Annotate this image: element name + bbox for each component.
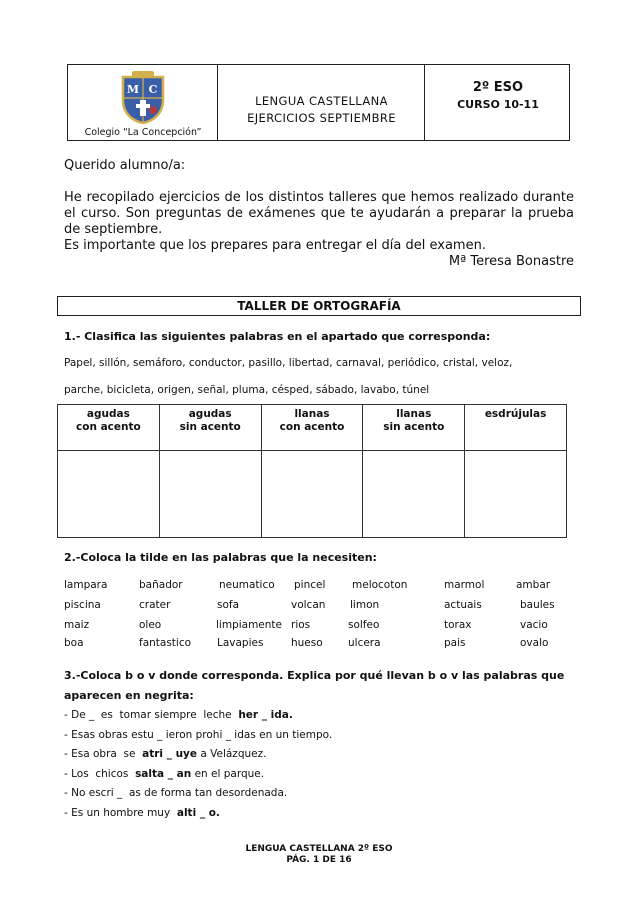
- column-header: [58, 405, 160, 451]
- answer-cell[interactable]: [159, 451, 261, 538]
- intro-line-1: He recopilado ejercicios de los distintos talleres que hemos realizado durante: [64, 190, 574, 205]
- intro-line-2: el curso. Son preguntas de exámenes que te ayudarán a preparar la prueba: [64, 206, 574, 221]
- word-item: marmol: [444, 579, 485, 591]
- word-item: bañador: [139, 579, 183, 591]
- exercise-3-line: [64, 709, 293, 721]
- course-label: CURSO 10-11: [457, 98, 539, 111]
- word-item: sofa: [217, 599, 240, 611]
- column-header-line-1: agudas: [86, 408, 130, 420]
- word-item: ovalo: [520, 637, 549, 649]
- word-item: piscina: [64, 599, 101, 611]
- line-bold-word: her _ ida.: [238, 709, 293, 721]
- classification-table: [57, 404, 567, 538]
- column-header-line-1: llanas: [294, 408, 330, 420]
- word-item: limpiamente: [216, 619, 282, 631]
- column-header-line-2: con acento: [76, 421, 141, 433]
- word-item: melocoton: [352, 579, 408, 591]
- line-text: - Esa obra se: [64, 748, 143, 760]
- word-item: maiz: [64, 619, 90, 631]
- column-header-line-1: esdrújulas: [484, 408, 547, 420]
- header-subject-cell: [218, 65, 425, 140]
- exercise-3-title-line-1: 3.-Coloca b o v donde corresponda. Explica por qué llevan b o v las palabras que: [64, 669, 565, 682]
- column-header: [261, 405, 363, 451]
- line-text: - Esas obras estu _ ieron prohi _ idas en un tiempo.: [64, 729, 333, 741]
- word-item: Lavapies: [217, 637, 264, 649]
- column-header-line-1: llanas: [396, 408, 432, 420]
- exercise-1-words-line-1: Papel, sillón, semáforo, conductor, pasillo, libertad, carnaval, periódico, cristal, veloz,: [64, 357, 513, 369]
- school-crest-icon: [120, 70, 166, 124]
- footer-page-number: PÁG. 1 DE 16: [286, 855, 352, 865]
- word-item: neumatico: [219, 579, 275, 591]
- word-item: limon: [350, 599, 380, 611]
- intro-line-4: Es importante que los prepares para entregar el día del examen.: [64, 238, 486, 253]
- subject-subtitle: EJERCICIOS SEPTIEMBRE: [247, 111, 396, 125]
- greeting: Querido alumno/a:: [64, 158, 186, 173]
- word-item: pincel: [294, 579, 326, 591]
- line-text-after: en el parque.: [191, 768, 265, 780]
- word-item: volcan: [291, 599, 326, 611]
- crest-letter-right: C: [148, 83, 158, 96]
- line-bold-word: atri _ uye: [142, 748, 198, 760]
- exercise-3-line: [64, 748, 266, 760]
- word-item: hueso: [291, 637, 323, 649]
- word-item: torax: [444, 619, 472, 631]
- line-bold-word: salta _ an: [135, 768, 192, 780]
- word-item: actuais: [444, 599, 482, 611]
- word-item: solfeo: [348, 619, 380, 631]
- word-item: lampara: [64, 579, 108, 591]
- column-header-line-1: agudas: [188, 408, 232, 420]
- word-item: fantastico: [139, 637, 192, 649]
- intro-line-3: de septiembre.: [64, 222, 163, 237]
- answer-cell[interactable]: [363, 451, 465, 538]
- line-text: - De _ es tomar siempre leche: [64, 709, 239, 721]
- exercise-3-line: [64, 807, 220, 819]
- line-text: - Es un hombre muy: [64, 807, 177, 819]
- exercise-3-line: [64, 768, 264, 780]
- exercise-3-line: [64, 787, 287, 799]
- answer-cell[interactable]: [465, 451, 567, 538]
- footer-subject: LENGUA CASTELLANA 2º ESO: [245, 844, 393, 854]
- word-item: crater: [139, 599, 171, 611]
- column-header: [465, 405, 567, 451]
- word-item: boa: [64, 637, 84, 649]
- exercise-1-title: 1.- Clasifica las siguientes palabras en el apartado que corresponda:: [64, 330, 491, 343]
- word-item: ulcera: [348, 637, 381, 649]
- exercise-3-line: [64, 729, 332, 741]
- column-header-line-2: sin acento: [179, 421, 241, 433]
- line-text-after: a Velázquez.: [197, 748, 267, 760]
- column-header-line-2: sin acento: [383, 421, 445, 433]
- school-name: Colegio “La Concepción”: [84, 127, 202, 138]
- crest-letter-left: M: [126, 83, 140, 96]
- header-level-cell: [425, 65, 571, 140]
- word-item: baules: [520, 599, 555, 611]
- word-item: vacio: [520, 619, 548, 631]
- subject-title: LENGUA CASTELLANA: [255, 94, 388, 108]
- section-title: TALLER DE ORTOGRAFÍA: [57, 296, 581, 316]
- word-item: rios: [291, 619, 311, 631]
- answer-cell[interactable]: [58, 451, 160, 538]
- line-bold-word: alti _ o.: [176, 807, 220, 819]
- header-logo-cell: [68, 65, 218, 140]
- answer-cell[interactable]: [261, 451, 363, 538]
- header-box: [67, 64, 570, 141]
- exercise-2-title: 2.-Coloca la tilde en las palabras que la necesiten:: [64, 551, 377, 564]
- exercise-3-title-line-2: aparecen en negrita:: [64, 689, 194, 702]
- exercise-1-words-line-2: parche, bicicleta, origen, señal, pluma, césped, sábado, lavabo, túnel: [64, 384, 430, 396]
- line-text: - No escri _ as de forma tan desordenada.: [64, 787, 288, 799]
- column-header: [159, 405, 261, 451]
- line-text: - Los chicos: [64, 768, 136, 780]
- signature: Mª Teresa Bonastre: [448, 254, 574, 269]
- column-header: [363, 405, 465, 451]
- word-item: oleo: [139, 619, 162, 631]
- word-item: ambar: [516, 579, 551, 591]
- column-header-line-2: con acento: [279, 421, 345, 433]
- word-item: pais: [444, 637, 466, 649]
- level-label: 2º ESO: [472, 80, 524, 95]
